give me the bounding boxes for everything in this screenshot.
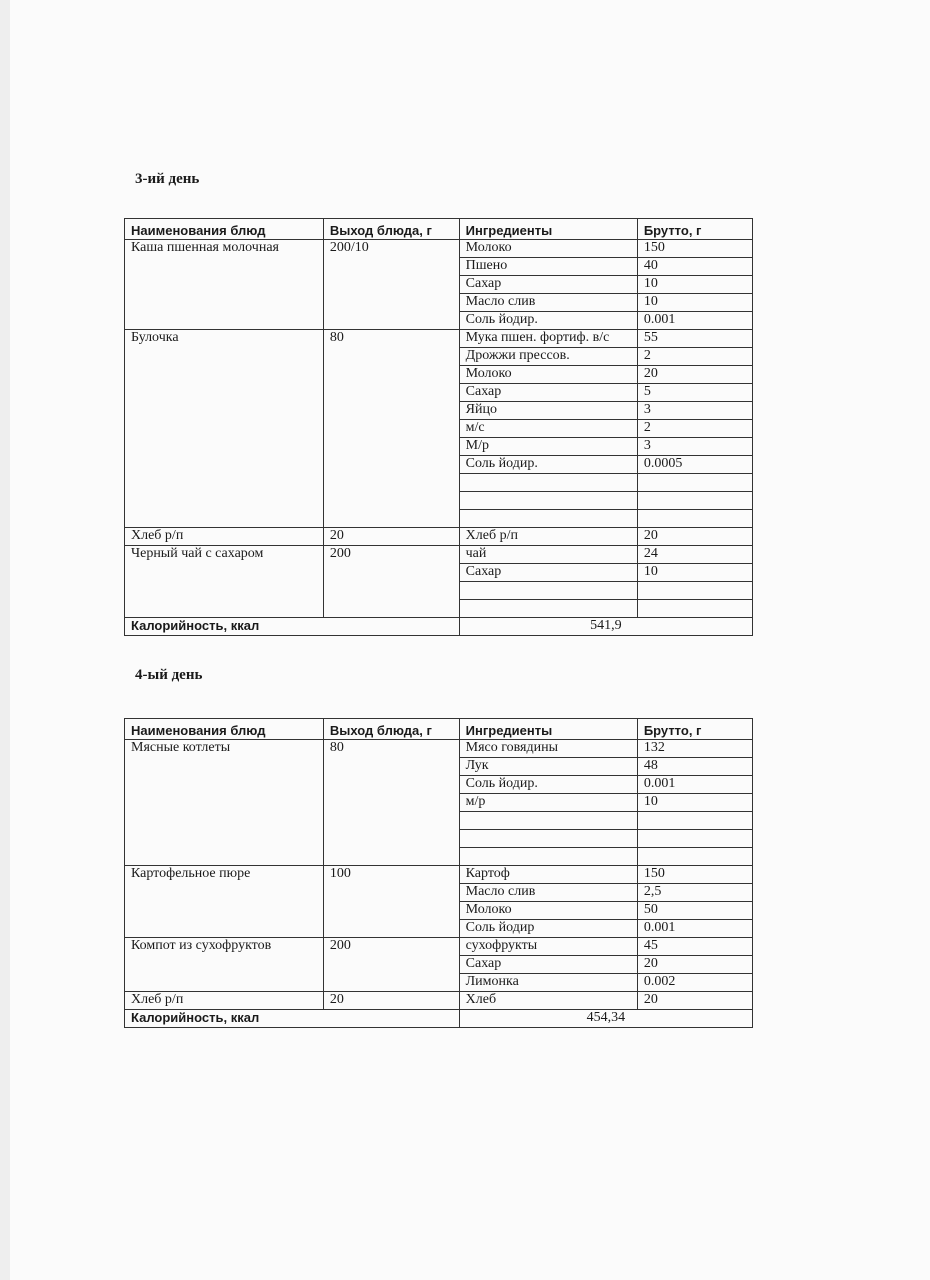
ingredient-gross: 20 xyxy=(637,366,752,384)
ingredient-name: Соль йодир. xyxy=(459,776,637,794)
header-yield: Выход блюда, г xyxy=(323,719,459,740)
table-header-row xyxy=(125,719,753,740)
ingredient-gross: 132 xyxy=(637,740,752,758)
header-ingredients: Ингредиенты xyxy=(459,219,637,240)
calorie-row xyxy=(125,1010,753,1028)
table-row xyxy=(125,330,753,348)
ingredient-name: Соль йодир. xyxy=(459,312,637,330)
ingredient-name xyxy=(459,600,637,618)
ingredient-gross: 0.002 xyxy=(637,974,752,992)
ingredient-gross xyxy=(637,830,752,848)
dish-yield: 20 xyxy=(323,528,459,546)
ingredient-gross xyxy=(637,474,752,492)
ingredient-name: Лимонка xyxy=(459,974,637,992)
dish-yield: 200/10 xyxy=(323,240,459,330)
ingredient-name: Сахар xyxy=(459,564,637,582)
ingredient-name: м/с xyxy=(459,420,637,438)
dish-name: Хлеб р/п xyxy=(125,528,324,546)
day4-title: 4-ый день xyxy=(135,667,203,683)
ingredient-gross xyxy=(637,510,752,528)
ingredient-name xyxy=(459,830,637,848)
ingredient-gross: 3 xyxy=(637,402,752,420)
ingredient-gross: 3 xyxy=(637,438,752,456)
ingredient-gross xyxy=(637,582,752,600)
dish-yield: 80 xyxy=(323,740,459,866)
dish-name: Черный чай с сахаром xyxy=(125,546,324,618)
header-gross: Брутто, г xyxy=(637,219,752,240)
ingredient-gross: 0.001 xyxy=(637,312,752,330)
ingredient-name xyxy=(459,812,637,830)
header-dish: Наименования блюд xyxy=(125,219,324,240)
ingredient-gross: 50 xyxy=(637,902,752,920)
ingredient-name: Хлеб р/п xyxy=(459,528,637,546)
ingredient-gross: 55 xyxy=(637,330,752,348)
ingredient-gross: 20 xyxy=(637,528,752,546)
ingredient-gross: 10 xyxy=(637,276,752,294)
ingredient-name: Сахар xyxy=(459,956,637,974)
table-row xyxy=(125,240,753,258)
ingredient-gross: 2 xyxy=(637,420,752,438)
ingredient-name: Мясо говядины xyxy=(459,740,637,758)
header-dish: Наименования блюд xyxy=(125,719,324,740)
day3-title: 3-ий день xyxy=(135,171,200,187)
table-row xyxy=(125,992,753,1010)
ingredient-gross: 10 xyxy=(637,294,752,312)
table-header-row xyxy=(125,219,753,240)
dish-name: Хлеб р/п xyxy=(125,992,324,1010)
calorie-value: 454,34 xyxy=(459,1010,752,1028)
ingredient-name: Сахар xyxy=(459,384,637,402)
calorie-label: Калорийность, ккал xyxy=(125,618,460,636)
ingredient-name: сухофрукты xyxy=(459,938,637,956)
ingredient-name: Молоко xyxy=(459,240,637,258)
ingredient-name xyxy=(459,510,637,528)
ingredient-name: Дрожжи прессов. xyxy=(459,348,637,366)
dish-name: Каша пшенная молочная xyxy=(125,240,324,330)
header-gross: Брутто, г xyxy=(637,719,752,740)
dish-yield: 200 xyxy=(323,546,459,618)
ingredient-name: Пшено xyxy=(459,258,637,276)
ingredient-gross: 0.001 xyxy=(637,776,752,794)
ingredient-name: Сахар xyxy=(459,276,637,294)
ingredient-gross: 0.001 xyxy=(637,920,752,938)
dish-name: Компот из сухофруктов xyxy=(125,938,324,992)
dish-name: Мясные котлеты xyxy=(125,740,324,866)
table-row xyxy=(125,546,753,564)
calorie-value: 541,9 xyxy=(459,618,752,636)
ingredient-gross: 10 xyxy=(637,564,752,582)
dish-yield: 200 xyxy=(323,938,459,992)
dish-name: Картофельное пюре xyxy=(125,866,324,938)
header-ingredients: Ингредиенты xyxy=(459,719,637,740)
dish-yield: 80 xyxy=(323,330,459,528)
table-row xyxy=(125,866,753,884)
ingredient-gross: 40 xyxy=(637,258,752,276)
table-row xyxy=(125,528,753,546)
ingredient-gross: 10 xyxy=(637,794,752,812)
ingredient-gross xyxy=(637,848,752,866)
ingredient-gross: 45 xyxy=(637,938,752,956)
ingredient-name: Мука пшен. фортиф. в/с xyxy=(459,330,637,348)
table-row xyxy=(125,938,753,956)
dish-name: Булочка xyxy=(125,330,324,528)
ingredient-name: чай xyxy=(459,546,637,564)
ingredient-name: М/р xyxy=(459,438,637,456)
scan-edge xyxy=(0,0,10,1280)
dish-yield: 100 xyxy=(323,866,459,938)
ingredient-gross xyxy=(637,812,752,830)
day4-menu-table xyxy=(124,718,753,1028)
ingredient-name: Яйцо xyxy=(459,402,637,420)
ingredient-name: Хлеб xyxy=(459,992,637,1010)
ingredient-gross: 150 xyxy=(637,240,752,258)
ingredient-name: Соль йодир. xyxy=(459,456,637,474)
ingredient-name xyxy=(459,582,637,600)
ingredient-gross: 48 xyxy=(637,758,752,776)
ingredient-gross: 20 xyxy=(637,992,752,1010)
calorie-row xyxy=(125,618,753,636)
ingredient-name xyxy=(459,848,637,866)
ingredient-name: Соль йодир xyxy=(459,920,637,938)
ingredient-gross: 2,5 xyxy=(637,884,752,902)
ingredient-gross: 5 xyxy=(637,384,752,402)
ingredient-name: Масло слив xyxy=(459,294,637,312)
ingredient-gross: 24 xyxy=(637,546,752,564)
ingredient-gross: 150 xyxy=(637,866,752,884)
ingredient-gross xyxy=(637,600,752,618)
ingredient-name: Молоко xyxy=(459,902,637,920)
ingredient-gross: 2 xyxy=(637,348,752,366)
ingredient-gross: 20 xyxy=(637,956,752,974)
table-row xyxy=(125,740,753,758)
dish-yield: 20 xyxy=(323,992,459,1010)
day3-menu-table xyxy=(124,218,753,636)
ingredient-name: Лук xyxy=(459,758,637,776)
ingredient-name xyxy=(459,474,637,492)
ingredient-gross: 0.0005 xyxy=(637,456,752,474)
ingredient-name: Масло слив xyxy=(459,884,637,902)
header-yield: Выход блюда, г xyxy=(323,219,459,240)
ingredient-name: Картоф xyxy=(459,866,637,884)
calorie-label: Калорийность, ккал xyxy=(125,1010,460,1028)
ingredient-gross xyxy=(637,492,752,510)
ingredient-name xyxy=(459,492,637,510)
ingredient-name: Молоко xyxy=(459,366,637,384)
ingredient-name: м/р xyxy=(459,794,637,812)
